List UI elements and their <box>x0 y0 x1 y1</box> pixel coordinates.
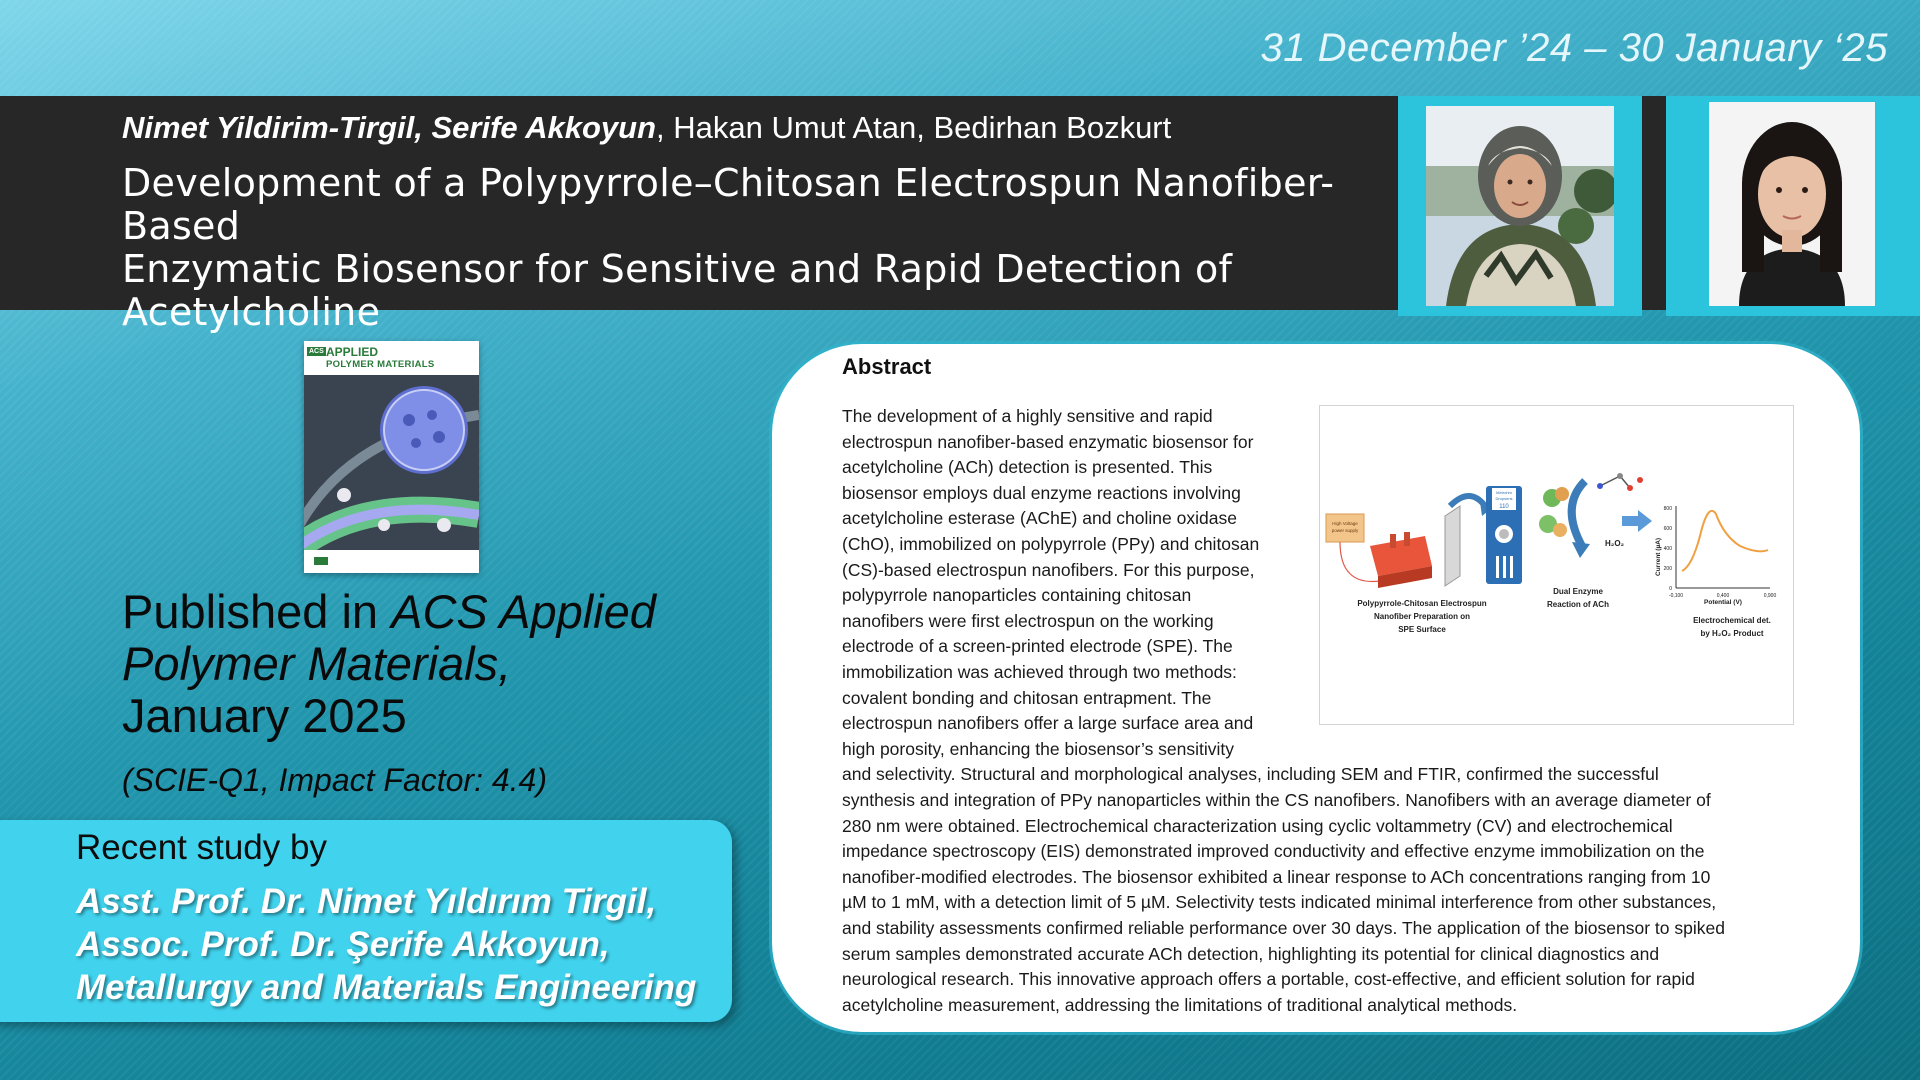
spe-label-1: Metrohm <box>1496 490 1512 495</box>
abstract-line: biosensor employs dual enzyme reactions involving <box>842 482 1241 503</box>
cv-y-tick: 200 <box>1663 566 1672 572</box>
abstract-line: µM to 1 mM, with a detection limit of 5 µM. Selectivity tests indicated minimal interference from other substances, <box>842 892 1717 913</box>
cover-title-line2: POLYMER MATERIALS <box>326 359 435 370</box>
caption-enzyme-1: Dual Enzyme <box>1553 587 1603 596</box>
graphical-abstract-figure <box>1320 406 1793 724</box>
cv-x-tick: 0,400 <box>1716 593 1730 599</box>
abstract-line: polypyrrole nanoparticles containing chitosan <box>842 585 1192 606</box>
spe-contact-2 <box>1503 556 1506 578</box>
caption-detection-2: by H₂O₂ Product <box>1700 629 1764 638</box>
spe-label-3: 110 <box>1499 504 1509 510</box>
study-author-1: Asst. Prof. Dr. Nimet Yıldırım Tirgil, <box>76 882 657 921</box>
journal-cover <box>304 341 479 573</box>
author-photo-2 <box>1709 102 1875 306</box>
cv-x-tick: 0,900 <box>1763 593 1777 599</box>
needle-2 <box>1404 532 1410 546</box>
abstract-heading: Abstract <box>842 354 932 379</box>
molecule-atom-4 <box>1637 477 1643 483</box>
paper-title-line: Acetylcholine <box>122 290 381 334</box>
cover-acs-badge: ACS <box>309 348 324 355</box>
result-arrow-head <box>1638 510 1652 532</box>
published-prefix: Published in <box>122 585 392 638</box>
journal-name-2: Polymer Materials, <box>122 637 512 690</box>
enzyme-4 <box>1553 523 1567 537</box>
process-arrow-2 <box>1572 481 1585 546</box>
paper-title-line: Enzymatic Biosensor for Sensitive and Rapid Detection of <box>122 247 1233 291</box>
abstract-line: The development of a highly sensitive and rapid <box>842 406 1213 426</box>
abstract-line: nanofibers were first electrospun on the working <box>842 610 1214 631</box>
publication-date: January 2025 <box>122 689 407 742</box>
enzyme-2 <box>1555 487 1569 501</box>
cv-x-tick: -0,100 <box>1668 593 1684 599</box>
publication-info <box>122 586 656 742</box>
impact-factor: (SCIE-Q1, Impact Factor: 4.4) <box>122 762 547 798</box>
graphical-abstract <box>1319 405 1794 725</box>
publication-line-2 <box>122 638 656 690</box>
power-supply-label-1: High Voltage <box>1332 521 1358 526</box>
abstract-line: (CS)-based electrospun nanofibers. For this purpose, <box>842 559 1255 580</box>
abstract-line: covalent bonding and chitosan entrapment. The <box>842 687 1212 708</box>
collector-plate <box>1445 506 1460 586</box>
needle-1 <box>1390 534 1396 548</box>
abstract-line: impedance spectroscopy (EIS) demonstrated improved conductivity and effective enzyme immobilization on the <box>842 841 1705 862</box>
date-range: 31 December ’24 – 30 January ‘25 <box>1260 26 1888 70</box>
abstract-line: 280 nm were obtained. Electrochemical characterization using cyclic voltammetry (CV) and electrochemical <box>842 815 1673 836</box>
publication-line-1 <box>122 586 656 638</box>
abstract-line: acetylcholine measurement, addressing the limitations of traditional analytical methods. <box>842 994 1518 1015</box>
molecule-atom-3 <box>1627 485 1633 491</box>
abstract-line: synthesis and integration of PPy nanoparticles within the CS nanofibers. Nanofibers with an average diameter of <box>842 790 1711 810</box>
journal-name-1: ACS Applied <box>391 585 656 638</box>
cv-y-label: Current (µA) <box>1655 537 1662 576</box>
h2o2-label: H₂O₂ <box>1605 539 1625 548</box>
abstract-line: serum samples demonstrated accurate ACh detection, highlighting its potential for clinical diagnostics and <box>842 943 1660 964</box>
abstract-line: nanofiber-modified electrodes. The biosensor exhibited a linear response to ACh concentrations ranging from 10 <box>842 866 1711 887</box>
co-authors: , Hakan Umut Atan, Bedirhan Bozkurt <box>656 110 1172 145</box>
cv-x-label: Potential (V) <box>1704 599 1742 606</box>
cv-y-tick: 400 <box>1663 546 1672 552</box>
abstract-line: and selectivity. Structural and morphological analyses, including SEM and FTIR, confirmed the successful <box>842 764 1659 785</box>
author-portrait-2 <box>1709 102 1875 306</box>
caption-enzyme-2: Reaction of ACh <box>1547 600 1609 609</box>
study-author-2: Assoc. Prof. Dr. Şerife Akkoyun, <box>76 925 610 964</box>
cv-y-tick: 600 <box>1663 526 1672 532</box>
spe-contact-1 <box>1496 556 1499 578</box>
paper-title <box>122 162 1372 334</box>
author-photo-1 <box>1426 106 1614 306</box>
authors-line <box>122 110 1171 146</box>
cover-artwork <box>304 375 479 573</box>
abstract-line: (ChO), immobilized on polypyrrole (PPy) and chitosan <box>842 534 1260 554</box>
result-arrow-shaft <box>1622 516 1638 526</box>
study-label: Recent study by <box>76 828 327 867</box>
caption-electrospun-1: Polypyrrole-Chitosan Electrospun <box>1357 599 1487 608</box>
spe-label-2: Dropsens <box>1495 496 1513 501</box>
cover-title-line1: APPLIED <box>326 345 379 359</box>
cv-curve <box>1682 511 1768 571</box>
abstract-line: and stability assessments confirmed reliable performance over 30 days. The application of the biosensor to spiked <box>842 918 1725 938</box>
study-department: Metallurgy and Materials Engineering <box>76 968 697 1007</box>
caption-detection-1: Electrochemical det. <box>1693 616 1771 625</box>
molecule-atom-1 <box>1597 483 1603 489</box>
process-arrow-1 <box>1450 496 1485 506</box>
spe-working-center <box>1499 529 1509 539</box>
power-supply-label-2: power supply <box>1331 528 1359 533</box>
abstract-line: electrospun nanofiber-based enzymatic biosensor for <box>842 431 1254 452</box>
paper-title-line: Development of a Polypyrrole–Chitosan Electrospun Nanofiber-Based <box>122 161 1335 248</box>
abstract-line: electrode of a screen-printed electrode (SPE). The <box>842 636 1233 657</box>
caption-electrospun-3: SPE Surface <box>1398 625 1446 634</box>
abstract-line: electrospun nanofibers offer a large surface area and <box>842 713 1254 734</box>
molecule-atom-2 <box>1617 473 1623 479</box>
abstract-line: immobilization was achieved through two methods: <box>842 662 1237 682</box>
spe-contact-3 <box>1510 556 1513 578</box>
cv-y-tick: 800 <box>1663 506 1672 512</box>
caption-electrospun-2: Nanofiber Preparation on <box>1373 612 1471 621</box>
abstract-line: acetylcholine esterase (AChE) and choline oxidase <box>842 508 1237 529</box>
abstract-line: acetylcholine (ACh) detection is presented. This <box>842 457 1213 478</box>
abstract-line: high porosity, enhancing the biosensor’s sensitivity <box>842 738 1235 759</box>
lead-authors: Nimet Yildirim-Tirgil, Serife Akkoyun <box>122 110 657 145</box>
abstract-line: neurological research. This innovative approach offers a portable, cost-effective, and efficient solution for rapid <box>842 969 1695 990</box>
author-portrait-1 <box>1426 106 1614 306</box>
cv-y-tick: 0 <box>1669 586 1672 592</box>
process-arrow-2-head <box>1572 542 1590 558</box>
